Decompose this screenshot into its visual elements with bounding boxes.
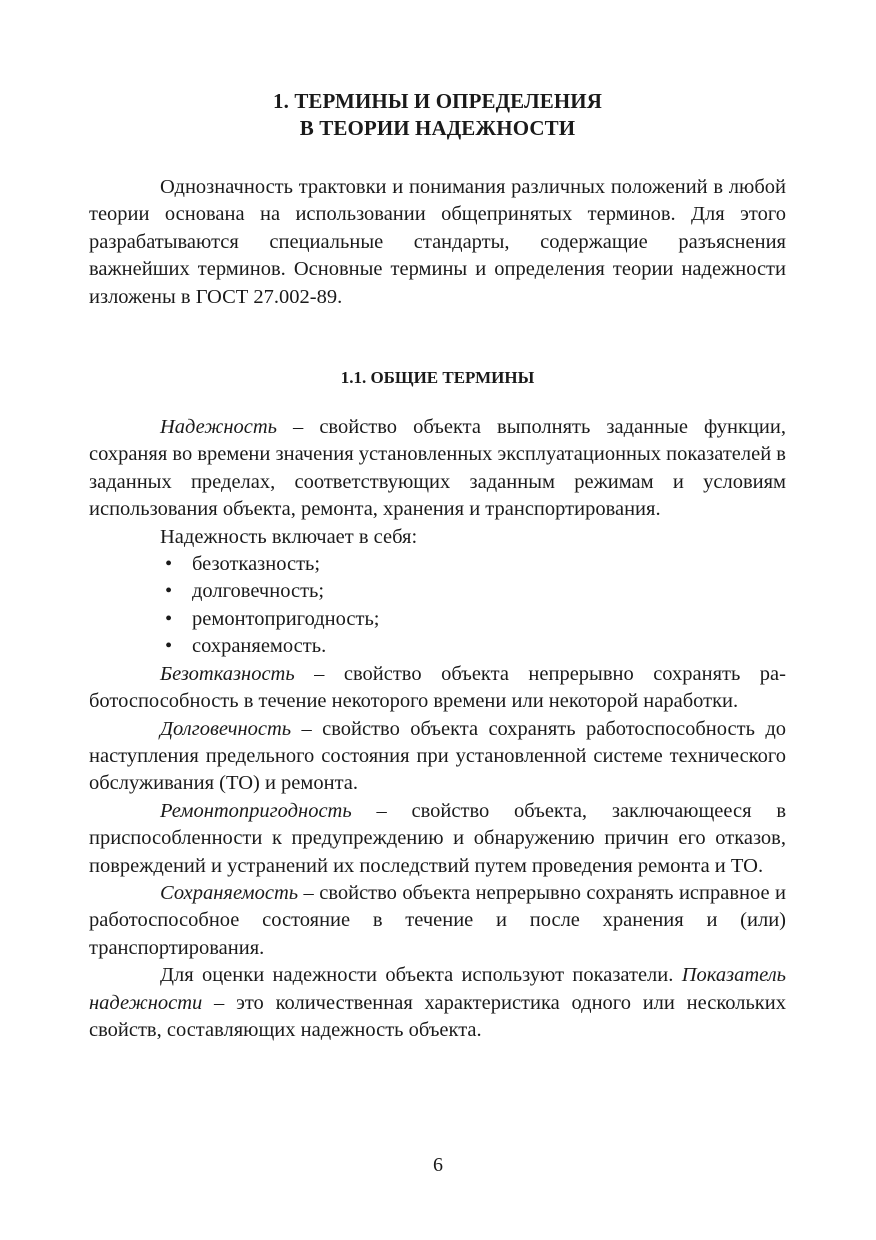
- failure-free-term: Безотказность: [160, 662, 295, 685]
- indicator-term: Показатель надежности: [89, 964, 786, 1014]
- storability-definition: [89, 880, 786, 962]
- durability-term: Долговечность: [160, 717, 292, 740]
- list-item: [160, 578, 786, 605]
- page-number: 6: [433, 1154, 443, 1176]
- list-item: [160, 633, 786, 660]
- chapter-title-line-2: В ТЕОРИИ НАДЕЖНОСТИ: [299, 116, 576, 140]
- bullet-icon: •: [165, 635, 173, 658]
- durability-text: – свойство объекта сохранять работоспособность до наступления предельного состояния при установленной системе технического обслуживания (ТО) и ремонта.: [89, 717, 786, 795]
- page-content: [89, 88, 786, 1044]
- reliability-text: – свойство объекта выполнять заданные функции, сохраняя во времени значения установленных эксплуатационных показателей в заданных пределах, соответствующих заданным режимам и условиям использования объекта, ремонта, хранения и транспортирования.: [89, 416, 786, 521]
- list-item-text: сохраняемость.: [192, 635, 327, 658]
- failure-free-text: – свойство объекта непрерывно сохранять работоспособность в течение некоторого времени или некоторой наработки.: [89, 662, 786, 713]
- reliability-term: Надежность: [160, 416, 277, 439]
- list-item-text: безотказность;: [192, 553, 321, 576]
- maintainability-definition: [89, 798, 786, 880]
- section-title: 1.1. ОБЩИЕ ТЕРМИНЫ: [340, 368, 535, 388]
- list-item: [160, 606, 786, 633]
- components-list: [89, 551, 786, 661]
- includes-label: Надежность включает в себя:: [160, 525, 418, 548]
- durability-definition: [89, 716, 786, 798]
- chapter-title: [89, 88, 786, 142]
- storability-text: – свойство объекта непрерывно сохранять исправное и работоспособное состояние в течение и после хранения и (или) транспортирования.: [89, 881, 786, 959]
- failure-free-definition: [89, 661, 786, 716]
- list-item-text: долговечность;: [192, 580, 325, 603]
- reliability-definition: [89, 414, 786, 524]
- indicator-text-after: – это количественная характеристика одного или нескольких свойств, составляющих надежность объекта.: [89, 991, 786, 1041]
- maintainability-text: – свойство объекта, заключающееся в приспособленности к предупреждению и обнаружению причин его отказов, повреждений и устранений их последствий путем проведения ремонта и ТО.: [89, 799, 786, 877]
- indicator-definition: [89, 962, 786, 1044]
- bullet-icon: •: [165, 553, 173, 576]
- maintainability-term: Ремонтопригодность: [160, 799, 352, 822]
- bullet-icon: •: [165, 580, 173, 603]
- intro-paragraph: Однозначность трактовки и понимания различных положений в любой теории основана на использовании общепринятых терминов. Для этого разрабатываются специальные стандарты, содержащие разъяснения важнейших терминов. Основные термины и определения теории надежности изложены в ГОСТ 27.002-89.: [89, 176, 786, 308]
- indicator-text-before: Для оценки надежности объекта используют показатели.: [160, 964, 682, 987]
- bullet-icon: •: [165, 607, 173, 630]
- storability-term: Сохраняемость: [160, 881, 299, 904]
- list-item-text: ремонтопригодность;: [192, 607, 380, 630]
- list-item: [160, 551, 786, 578]
- chapter-title-line-1: 1. ТЕРМИНЫ И ОПРЕДЕЛЕНИЯ: [273, 89, 602, 113]
